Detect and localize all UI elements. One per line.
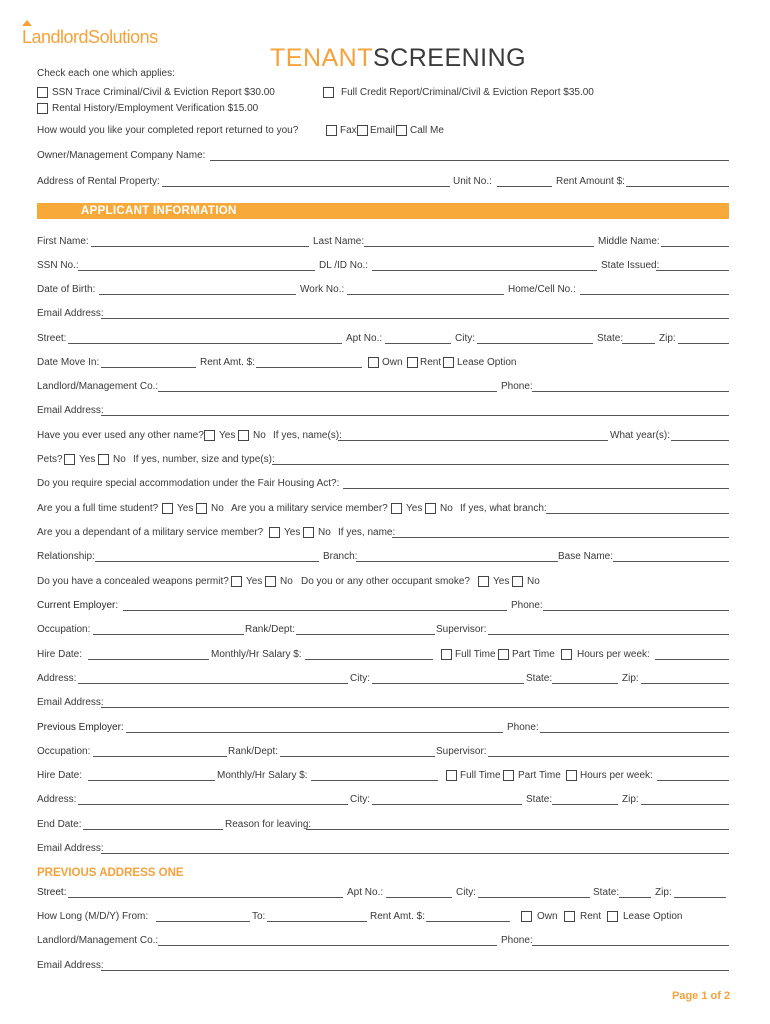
military-yes-checkbox[interactable]: [391, 503, 402, 514]
prev-city-label: City:: [350, 794, 370, 805]
lease-option-label: Lease Option: [457, 357, 517, 368]
unit-label: Unit No.:: [453, 176, 492, 187]
smoke-no-checkbox[interactable]: [512, 576, 523, 587]
dependant-yes-label: Yes: [284, 527, 301, 538]
prev-lease-option-checkbox[interactable]: [607, 911, 618, 922]
student-no-checkbox[interactable]: [196, 503, 207, 514]
rent-amount-label: Rent Amount $:: [556, 176, 625, 187]
home-cell-label: Home/Cell No.:: [508, 284, 576, 295]
rent-amt-label: Rent Amt. $:: [200, 357, 256, 368]
call-me-label: Call Me: [410, 125, 444, 136]
full-time-checkbox[interactable]: [441, 649, 452, 660]
street-label: Street:: [37, 333, 67, 344]
smoke-yes-checkbox[interactable]: [478, 576, 489, 587]
apt-field[interactable]: [385, 343, 451, 344]
prev-landlord-email-field[interactable]: [101, 970, 729, 971]
dob-label: Date of Birth:: [37, 284, 96, 295]
call-me-checkbox[interactable]: [396, 125, 407, 136]
owner-label: Owner/Management Company Name:: [37, 150, 206, 161]
email-address-field[interactable]: [101, 318, 729, 319]
apt-label: Apt No.:: [346, 333, 383, 344]
full-credit-label: Full Credit Report/Criminal/Civil & Eviction Report $35.00: [341, 87, 594, 98]
smoke-question: Do you or any other occupant smoke?: [301, 576, 470, 587]
prev-employer-email-field[interactable]: [101, 853, 729, 854]
prev-rent-amt-field[interactable]: [426, 921, 510, 922]
to-field[interactable]: [267, 921, 367, 922]
rental-address-label: Address of Rental Property:: [37, 176, 160, 187]
prev-hours-checkbox[interactable]: [566, 770, 577, 781]
pets-field[interactable]: [272, 464, 729, 465]
weapons-yes-label: Yes: [246, 576, 263, 587]
prev-landlord-phone-label: Phone:: [501, 935, 533, 946]
smoke-no-label: No: [527, 576, 540, 587]
prev-hours-label: Hours per week:: [580, 770, 653, 781]
relationship-field[interactable]: [95, 561, 319, 562]
branch-field[interactable]: [356, 561, 558, 562]
other-name-no-checkbox[interactable]: [238, 430, 249, 441]
prev-own-checkbox[interactable]: [521, 911, 532, 922]
part-time-checkbox[interactable]: [498, 649, 509, 660]
prev-landlord-field[interactable]: [158, 945, 497, 946]
other-names-field[interactable]: [338, 440, 608, 441]
weapons-question: Do you have a concealed weapons permit?: [37, 576, 229, 587]
logo-roof-icon: [22, 20, 32, 26]
previous-employer-label: Previous Employer:: [37, 722, 124, 733]
what-years-label: What year(s):: [610, 430, 671, 441]
prev-salary-field[interactable]: [311, 780, 438, 781]
other-name-no-label: No: [253, 430, 266, 441]
other-name-question: Have you ever used any other name?: [37, 430, 204, 441]
prev-part-time-label: Part Time: [518, 770, 561, 781]
employer-zip-label: Zip:: [622, 673, 639, 684]
weapons-no-checkbox[interactable]: [265, 576, 276, 587]
salary-field[interactable]: [305, 659, 433, 660]
previous-employer-phone-label: Phone:: [507, 722, 539, 733]
hours-field[interactable]: [655, 659, 729, 660]
middle-name-label: Middle Name:: [598, 236, 660, 247]
current-employer-phone-field[interactable]: [543, 610, 729, 611]
last-name-label: Last Name:: [313, 236, 365, 247]
home-cell-field[interactable]: [580, 294, 729, 295]
fax-checkbox[interactable]: [326, 125, 337, 136]
check-instruction: Check each one which applies:: [37, 68, 175, 79]
fair-housing-field[interactable]: [343, 488, 729, 489]
military-question: Are you a military service member?: [231, 503, 388, 514]
full-credit-checkbox[interactable]: [323, 87, 334, 98]
prev-hire-date-label: Hire Date:: [37, 770, 83, 781]
employer-address-field[interactable]: [78, 683, 348, 684]
prev-hours-field[interactable]: [657, 780, 729, 781]
prev-rent-checkbox[interactable]: [564, 911, 575, 922]
rent-label: Rent: [420, 357, 442, 368]
prev-addr-zip-field[interactable]: [674, 897, 726, 898]
hire-date-field[interactable]: [88, 659, 209, 660]
prev-full-time-checkbox[interactable]: [446, 770, 457, 781]
student-question: Are you a full time student?: [37, 503, 159, 514]
fax-label: Fax: [340, 125, 357, 136]
prev-landlord-label: Landlord/Management Co.:: [37, 935, 159, 946]
salary-label: Monthly/Hr Salary $:: [211, 649, 302, 660]
prev-occupation-field[interactable]: [93, 756, 227, 757]
base-name-label: Base Name:: [558, 551, 614, 562]
current-employer-label: Current Employer:: [37, 600, 119, 611]
base-name-field[interactable]: [613, 561, 729, 562]
ssn-field[interactable]: [78, 270, 315, 271]
employer-city-field[interactable]: [372, 683, 524, 684]
full-time-label: Full Time: [455, 649, 496, 660]
prev-city-field[interactable]: [372, 804, 522, 805]
dependant-yes-checkbox[interactable]: [269, 527, 280, 538]
pets-yes-checkbox[interactable]: [64, 454, 75, 465]
dependant-name-field[interactable]: [392, 537, 729, 538]
prev-salary-label: Monthly/Hr Salary $:: [217, 770, 308, 781]
state-label: State:: [597, 333, 624, 344]
move-in-field[interactable]: [101, 367, 196, 368]
previous-employer-field[interactable]: [126, 732, 503, 733]
zip-label: Zip:: [659, 333, 676, 344]
landlord-field[interactable]: [158, 391, 497, 392]
page-number: Page 1 of 2: [672, 990, 731, 1002]
prev-addr-apt-field[interactable]: [386, 897, 452, 898]
prev-rank-dept-label: Rank/Dept:: [228, 746, 279, 757]
dl-field[interactable]: [372, 270, 597, 271]
own-label: Own: [382, 357, 403, 368]
student-yes-checkbox[interactable]: [162, 503, 173, 514]
student-yes-label: Yes: [177, 503, 194, 514]
other-name-yes-label: Yes: [219, 430, 236, 441]
work-no-label: Work No.:: [300, 284, 345, 295]
employer-address-label: Address:: [37, 673, 77, 684]
previous-employer-phone-field[interactable]: [540, 732, 729, 733]
prev-addr-street-field[interactable]: [68, 897, 343, 898]
employer-state-label: State:: [526, 673, 553, 684]
branch-label: Branch:: [323, 551, 358, 562]
military-no-checkbox[interactable]: [425, 503, 436, 514]
prev-part-time-checkbox[interactable]: [503, 770, 514, 781]
hire-date-label: Hire Date:: [37, 649, 83, 660]
relationship-label: Relationship:: [37, 551, 95, 562]
company-logo: LandlordSolutions: [22, 27, 158, 47]
part-time-label: Part Time: [512, 649, 555, 660]
rental-address-field[interactable]: [162, 186, 450, 187]
move-in-label: Date Move In:: [37, 357, 100, 368]
return-method-question: How would you like your completed report returned to you?: [37, 125, 299, 136]
weapons-yes-checkbox[interactable]: [231, 576, 242, 587]
occupation-label: Occupation:: [37, 624, 91, 635]
state-issued-field[interactable]: [656, 270, 729, 271]
prev-addr-state-label: State:: [593, 887, 620, 898]
middle-name-field[interactable]: [661, 246, 729, 247]
applicant-info-banner: APPLICANT INFORMATION: [37, 203, 729, 219]
supervisor-label: Supervisor:: [436, 624, 487, 635]
prev-zip-label: Zip:: [622, 794, 639, 805]
email-checkbox[interactable]: [357, 125, 368, 136]
if-yes-branch-label: If yes, what branch:: [460, 503, 547, 514]
pets-yes-label: Yes: [79, 454, 96, 465]
prev-zip-field[interactable]: [641, 804, 729, 805]
email-address-label: Email Address:: [37, 308, 104, 319]
student-no-label: No: [211, 503, 224, 514]
prev-rent-label: Rent: [580, 911, 602, 922]
pets-question: Pets?: [37, 454, 63, 465]
military-branch-field[interactable]: [546, 513, 729, 514]
prev-addr-city-field[interactable]: [478, 897, 590, 898]
prev-landlord-phone-field[interactable]: [532, 945, 729, 946]
unit-field[interactable]: [497, 186, 552, 187]
prev-addr-zip-label: Zip:: [655, 887, 672, 898]
landlord-phone-label: Phone:: [501, 381, 533, 392]
dependant-no-checkbox[interactable]: [303, 527, 314, 538]
dl-label: DL /ID No.:: [319, 260, 369, 271]
prev-addr-state-field[interactable]: [619, 897, 651, 898]
owner-field[interactable]: [210, 160, 729, 161]
employer-zip-field[interactable]: [641, 683, 729, 684]
prev-state-field[interactable]: [552, 804, 618, 805]
ssn-trace-checkbox[interactable]: [37, 87, 48, 98]
how-long-label: How Long (M/D/Y) From:: [37, 911, 149, 922]
prev-landlord-email-label: Email Address:: [37, 960, 104, 971]
weapons-no-label: No: [280, 576, 293, 587]
prev-address-label: Address:: [37, 794, 77, 805]
zip-field[interactable]: [678, 343, 729, 344]
prev-employer-email-label: Email Address:: [37, 843, 104, 854]
city-label: City:: [455, 333, 475, 344]
landlord-email-label: Email Address:: [37, 405, 104, 416]
prev-state-label: State:: [526, 794, 553, 805]
last-name-field[interactable]: [364, 246, 594, 247]
what-years-field[interactable]: [671, 440, 729, 441]
prev-rent-amt-label: Rent Amt. $:: [370, 911, 426, 922]
military-yes-label: Yes: [406, 503, 423, 514]
previous-address-heading: PREVIOUS ADDRESS ONE: [37, 867, 184, 879]
ssn-trace-label: SSN Trace Criminal/Civil & Eviction Report $30.00: [52, 87, 275, 98]
prev-addr-apt-label: Apt No.:: [347, 887, 384, 898]
to-label: To:: [252, 911, 266, 922]
fair-housing-question: Do you require special accommodation under the Fair Housing Act?:: [37, 478, 340, 489]
reason-leaving-label: Reason for leaving:: [225, 819, 312, 830]
if-yes-pets-label: If yes, number, size and type(s):: [133, 454, 275, 465]
landlord-label: Landlord/Management Co.:: [37, 381, 159, 392]
city-field[interactable]: [477, 343, 593, 344]
current-employer-field[interactable]: [123, 610, 507, 611]
rent-amt-field[interactable]: [256, 367, 362, 368]
rent-amount-field[interactable]: [626, 186, 729, 187]
prev-addr-street-label: Street:: [37, 887, 67, 898]
employer-state-field[interactable]: [552, 683, 618, 684]
employer-email-field[interactable]: [101, 707, 729, 708]
employer-city-label: City:: [350, 673, 370, 684]
other-name-yes-checkbox[interactable]: [204, 430, 215, 441]
employer-email-label: Email Address:: [37, 697, 104, 708]
military-no-label: No: [440, 503, 453, 514]
prev-rank-dept-field[interactable]: [280, 756, 435, 757]
state-issued-label: State Issued:: [601, 260, 660, 271]
hours-checkbox[interactable]: [561, 649, 572, 660]
pets-no-label: No: [113, 454, 126, 465]
how-long-from-field[interactable]: [156, 921, 250, 922]
prev-own-label: Own: [537, 911, 558, 922]
supervisor-field[interactable]: [488, 634, 729, 635]
landlord-email-field[interactable]: [101, 415, 729, 416]
rank-dept-label: Rank/Dept:: [245, 624, 296, 635]
pets-no-checkbox[interactable]: [98, 454, 109, 465]
prev-lease-option-label: Lease Option: [623, 911, 683, 922]
first-name-label: First Name:: [37, 236, 89, 247]
prev-occupation-label: Occupation:: [37, 746, 91, 757]
first-name-field[interactable]: [91, 246, 309, 247]
rank-dept-field[interactable]: [296, 634, 435, 635]
street-field[interactable]: [68, 343, 342, 344]
end-date-label: End Date:: [37, 819, 82, 830]
ssn-label: SSN No.:: [37, 260, 79, 271]
smoke-yes-label: Yes: [493, 576, 510, 587]
prev-full-time-label: Full Time: [460, 770, 501, 781]
email-label: Email: [370, 125, 396, 136]
own-checkbox[interactable]: [368, 357, 379, 368]
reason-leaving-field[interactable]: [306, 829, 729, 830]
occupation-field[interactable]: [93, 634, 244, 635]
hours-label: Hours per week:: [577, 649, 650, 660]
dependant-no-label: No: [318, 527, 331, 538]
prev-hire-date-field[interactable]: [88, 780, 215, 781]
prev-supervisor-label: Supervisor:: [436, 746, 487, 757]
if-yes-names-label: If yes, name(s):: [273, 430, 342, 441]
dependant-question: Are you a dependant of a military service member?: [37, 527, 264, 538]
prev-supervisor-field[interactable]: [488, 756, 729, 757]
current-employer-phone-label: Phone:: [511, 600, 543, 611]
state-field[interactable]: [622, 343, 655, 344]
dob-field[interactable]: [99, 294, 296, 295]
rental-history-checkbox[interactable]: [37, 103, 48, 114]
lease-option-checkbox[interactable]: [443, 357, 454, 368]
prev-address-field[interactable]: [78, 804, 348, 805]
if-yes-name-label: If yes, name:: [338, 527, 396, 538]
landlord-phone-field[interactable]: [532, 391, 729, 392]
end-date-field[interactable]: [83, 829, 223, 830]
work-no-field[interactable]: [347, 294, 504, 295]
rental-history-label: Rental History/Employment Verification $15.00: [52, 103, 259, 114]
form-title: TENANTSCREENING: [270, 44, 527, 72]
rent-checkbox[interactable]: [407, 357, 418, 368]
prev-addr-city-label: City:: [456, 887, 476, 898]
